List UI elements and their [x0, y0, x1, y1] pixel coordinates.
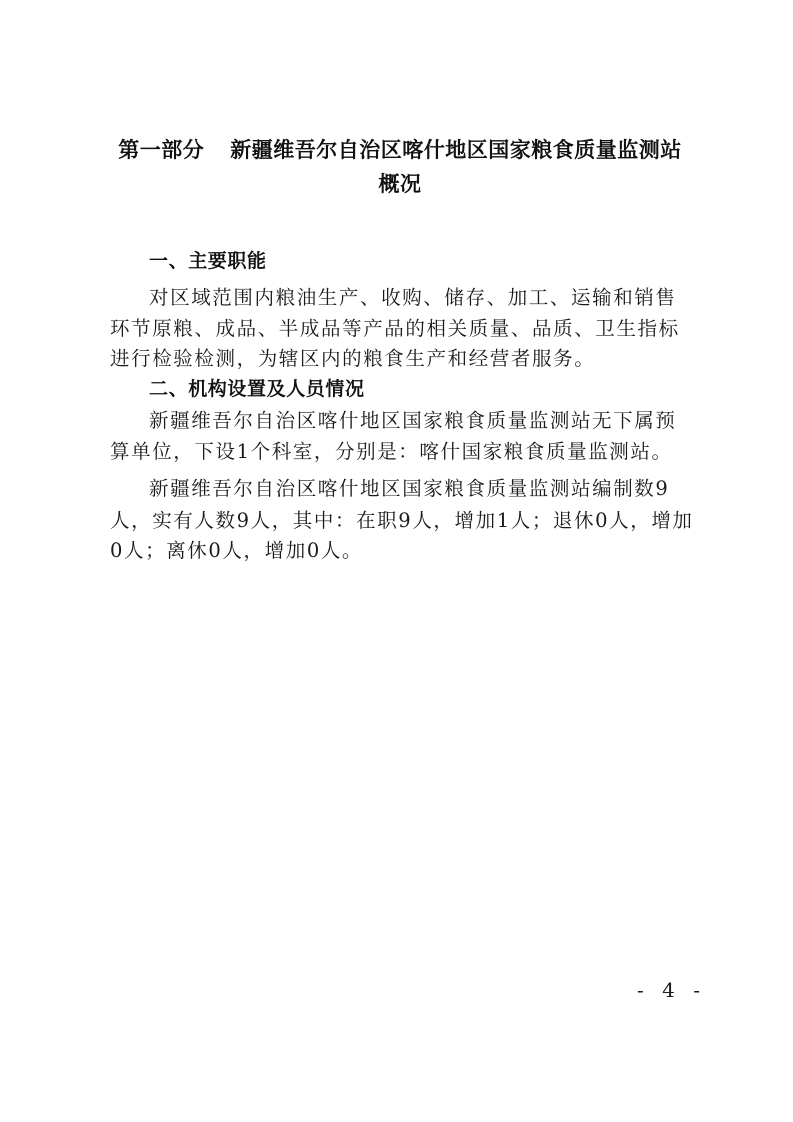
- section-heading-main-duties: 一、主要职能: [149, 250, 267, 272]
- section-heading-organization: 二、机构设置及人员情况: [149, 378, 365, 400]
- paragraph-line: 进行检验检测，为辖区内的粮食生产和经营者服务。: [110, 347, 596, 370]
- paragraph-line: 对区域范围内粮油生产、收购、储存、加工、运输和销售: [149, 286, 677, 309]
- paragraph-line: 环节原粮、成品、半成品等产品的相关质量、品质、卫生指标: [110, 317, 680, 340]
- paragraph-line: 0人；离休0人，增加0人。: [110, 539, 364, 562]
- page-number: - 4 -: [637, 978, 706, 1002]
- paragraph-line: 人，实有人数9人，其中：在职9人，增加1人；退休0人，增加: [110, 509, 694, 532]
- paragraph-line: 新疆维吾尔自治区喀什地区国家粮食质量监测站无下属预: [149, 409, 677, 432]
- title-name: 新疆维吾尔自治区喀什地区国家粮食质量监测站: [230, 138, 682, 162]
- page-title: [100, 134, 700, 164]
- page-title-line2: 概况: [378, 172, 422, 196]
- paragraph-line: 算单位，下设1个科室，分别是：喀什国家粮食质量监测站。: [110, 440, 673, 463]
- title-part: 第一部分: [118, 138, 205, 162]
- paragraph-line: 新疆维吾尔自治区喀什地区国家粮食质量监测站编制数9: [149, 477, 670, 500]
